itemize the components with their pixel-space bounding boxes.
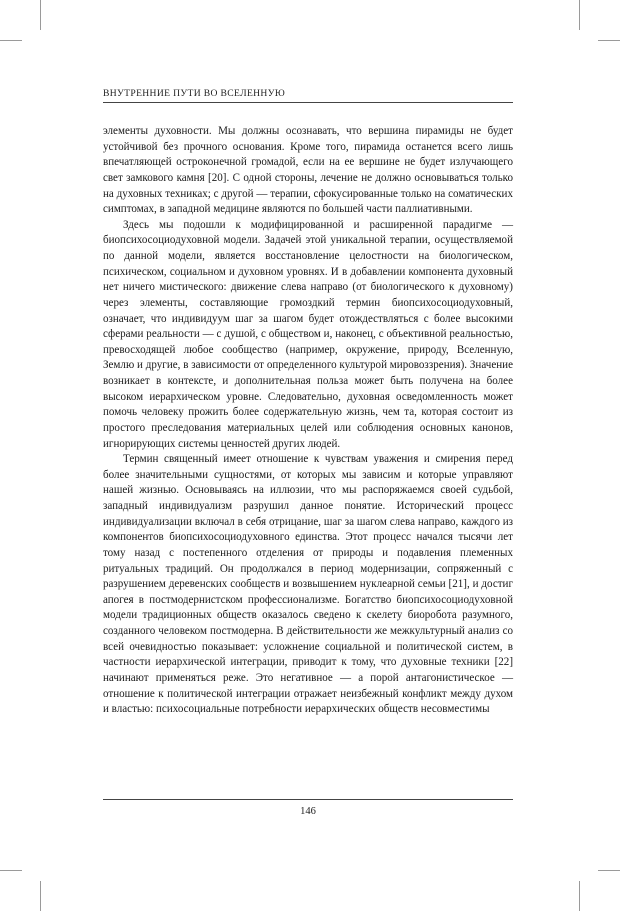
running-header: ВНУТРЕННИЕ ПУТИ ВО ВСЕЛЕННУЮ — [103, 88, 286, 99]
crop-mark-left-top — [0, 40, 22, 41]
paragraph: Термин священный имеет отношение к чувствам уважения и смирения перед более значительными сущностями, от которых мы зависим и которые управляют нашей жизнью. Основываясь на иллюзии, что мы распоряжаемся своей судьбой, западный индивидуализм разрушил данное понятие. Исторический процесс индивидуализации включал в себя отрицание, шаг за шагом слева направо, каждого из компонентов биопсихосоциодуховного единства. Этот процесс начался тысячи лет тому назад с постепенного отделения от природы и подавления племенных ритуальных традиций. Он продолжался в период модернизации, сопряженный с разрушением деревенских сообществ и возвышением нуклеарной семьи [21], и достиг апогея в постмодернистском профессионализме. Богатство биопсихосоциодуховной модели традиционных обществ оказалось сведено к скелету биоробота разумного, созданного человеком постмодерна. В действительности же межкультурный анализ со всей очевидностью показывает: усложнение социальной и политической систем, в частности иерархической интеграции, приводит к тому, что духовные техники [22] начинают применяться реже. Это негативное — а порой антагонистическое — отношение к политической интеграции отражает неизбежный конфликт между духом и властью: психосоциальные потребности иерархических обществ несовместимы — [103, 453, 513, 716]
header-rule — [103, 102, 513, 103]
crop-mark-bottom-left — [40, 881, 41, 911]
footer-rule — [103, 799, 513, 800]
body-text — [103, 124, 513, 718]
crop-mark-right-top — [598, 40, 620, 41]
crop-mark-top-left — [40, 0, 41, 30]
page-number: 146 — [300, 806, 316, 817]
crop-mark-right-bottom — [598, 870, 620, 871]
crop-mark-left-bottom — [0, 870, 22, 871]
paragraph: Здесь мы подошли к модифицированной и расширенной парадигме — биопсихосоциодуховной модели. Задачей этой уникальной терапии, осуществляемой по данной модели, является восстановление целостности на биологическом, психическом, социальном и духовном уровнях. И в добавлении компонента духовный нет ничего мистического: движение слева направо (от биологического к духовному) через элементы, составляющие громоздкий термин биопсихосоциодуховный, означает, что индивидуум шаг за шагом будет отождествляться с более высокими сферами реальности — с душой, с обществом и, наконец, с объективной реальностью, превосходящей любое сообщество (например, окружение, природу, Вселенную, Землю и другие, в зависимости от определенного культурой мировоззрения). Значение возникает в контексте, и дополнительная польза может быть получена на более высоком иерархическом уровне. Следовательно, духовная осведомленность может помочь человеку прожить более содержательную жизнь, чем та, которая состоит из простого преследования материальных целей или соблюдения основных канонов, игнорирующих системы ценностей других людей. — [103, 218, 513, 450]
crop-mark-top-right — [579, 0, 580, 30]
crop-mark-bottom-right — [579, 881, 580, 911]
paragraph: элементы духовности. Мы должны осознавать, что вершина пирамиды не будет устойчивой без прочного основания. Кроме того, пирамида останется всего лишь впечатляющей остроконечной громадой, если на ее вершине не будет излучающего свет замкового камня [20]. С одной стороны, лечение не должно основываться только на духовных техниках; с другой — терапии, сфокусированные только на соматических симптомах, в западной медицине являются по большей части паллиативными. — [103, 125, 513, 216]
